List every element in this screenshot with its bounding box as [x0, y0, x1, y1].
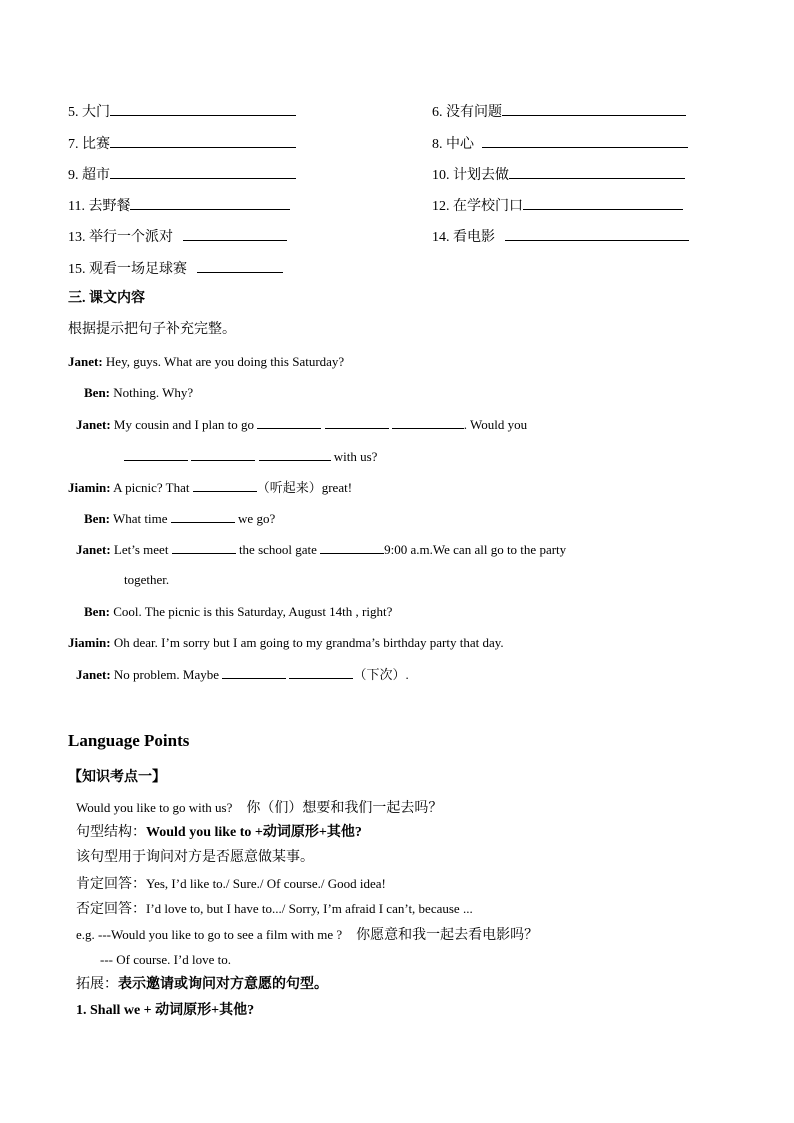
dialogue-text: Cool. The picnic is this Saturday, August 14th , right?	[113, 604, 393, 619]
structure-line	[76, 823, 362, 843]
language-points-title: Language Points	[68, 731, 190, 750]
speaker-label: Jiamin:	[68, 480, 111, 495]
answer-blank[interactable]	[197, 258, 283, 273]
vocab-number: 14.	[432, 230, 450, 245]
vocab-number: 10.	[432, 168, 450, 183]
section-instruction: 根据提示把句子补充完整。	[68, 322, 236, 337]
dialogue-text: the school gate	[238, 542, 317, 557]
dialogue-text: with us?	[333, 449, 378, 464]
example-sentence	[76, 798, 442, 819]
answer-blank[interactable]	[193, 477, 257, 492]
eg-english: e.g. ---Would you like to go to see a film with me ?	[76, 927, 343, 942]
vocab-item-7	[68, 133, 296, 155]
vocab-chinese: 去野餐	[88, 199, 131, 214]
vocab-item-11	[68, 195, 290, 217]
answer-blank[interactable]	[110, 133, 296, 148]
dialogue-text: 9:00 a.m.We can all go to the party	[384, 542, 567, 557]
answer-blank[interactable]	[172, 539, 236, 554]
vocab-item-15	[68, 258, 283, 280]
answer-blank[interactable]	[171, 508, 235, 523]
dialogue-line	[124, 446, 377, 467]
vocab-number: 13.	[68, 230, 86, 245]
vocab-chinese: 举行一个派对	[89, 230, 173, 245]
vocab-chinese: 在学校门口	[453, 199, 523, 214]
vocab-chinese: 比赛	[82, 137, 110, 152]
vocab-chinese: 超市	[82, 168, 110, 183]
vocab-number: 11.	[68, 199, 85, 214]
eg-chinese: 你愿意和我一起去看电影吗？	[356, 928, 539, 943]
pattern-1	[76, 1001, 254, 1021]
negative-answer-line	[76, 899, 473, 920]
answer-blank[interactable]	[289, 664, 353, 679]
speaker-label: Janet:	[76, 667, 111, 682]
answer-blank[interactable]	[482, 133, 688, 148]
vocab-item-12	[432, 195, 683, 217]
dialogue-line	[76, 539, 566, 560]
speaker-label: Janet:	[76, 542, 111, 557]
speaker-label: Ben:	[84, 604, 110, 619]
vocab-item-13	[68, 226, 287, 248]
vocab-number: 9.	[68, 168, 79, 183]
vocab-number: 8.	[432, 137, 443, 152]
pattern-1-english: 1. Shall we +	[76, 1003, 152, 1018]
vocab-item-10	[432, 164, 685, 186]
answer-blank[interactable]	[505, 226, 689, 241]
answer-blank[interactable]	[259, 446, 331, 461]
dialogue-line	[76, 414, 527, 435]
extension-line	[76, 975, 328, 995]
speaker-label: Janet:	[68, 354, 103, 369]
vocab-chinese: 没有问题	[446, 105, 502, 120]
dialogue-text: No problem. Maybe	[113, 667, 219, 682]
dialogue-line	[68, 352, 344, 372]
speaker-label: Janet:	[76, 417, 111, 432]
dialogue-text: . Would you	[463, 417, 528, 432]
answer-blank[interactable]	[325, 414, 389, 429]
positive-answers: Yes, I’d like to./ Sure./ Of course./ Good idea!	[146, 876, 386, 891]
structure-label: 句型结构：	[76, 825, 146, 840]
vocab-number: 12.	[432, 199, 450, 214]
answer-blank[interactable]	[183, 226, 287, 241]
answer-blank[interactable]	[392, 414, 464, 429]
dialogue-line	[124, 570, 169, 590]
dialogue-text: My cousin and I plan to go	[113, 417, 255, 432]
speaker-label: Ben:	[84, 511, 110, 526]
vocab-number: 15.	[68, 262, 86, 277]
usage-note: 该句型用于询问对方是否愿意做某事。	[76, 850, 314, 865]
speaker-label: Jiamin:	[68, 635, 111, 650]
dialogue-text: we go?	[238, 511, 276, 526]
negative-label: 否定回答：	[76, 902, 146, 917]
answer-blank[interactable]	[523, 195, 683, 210]
vocab-item-5	[68, 101, 296, 123]
vocab-chinese: 中心	[446, 137, 474, 152]
answer-blank[interactable]	[320, 539, 384, 554]
answer-blank[interactable]	[130, 195, 290, 210]
vocab-number: 7.	[68, 137, 79, 152]
vocab-chinese: 大门	[82, 105, 110, 120]
dialogue-text: Let’s meet	[113, 542, 169, 557]
extension-text: 表示邀请或询问对方意愿的句型。	[118, 977, 328, 992]
vocab-item-8	[432, 133, 688, 155]
vocab-number: 5.	[68, 105, 79, 120]
vocab-chinese: 计划去做	[453, 168, 509, 183]
example-english: Would you like to go with us?	[76, 800, 233, 815]
answer-blank[interactable]	[502, 101, 686, 116]
example-chinese: 你（们）想要和我们一起去吗？	[246, 801, 443, 816]
example-answer-line: --- Of course. I’d love to.	[100, 952, 232, 967]
dialogue-line	[76, 664, 409, 685]
dialogue-line	[84, 508, 275, 529]
answer-blank[interactable]	[509, 164, 685, 179]
dialogue-text: Oh dear. I’m sorry but I am going to my grandma’s birthday party that day.	[113, 635, 504, 650]
dialogue-line	[68, 477, 352, 498]
vocab-chinese: 观看一场足球赛	[89, 262, 187, 277]
structure-pattern: Would you like to +动词原形+其他?	[146, 825, 362, 840]
dialogue-text: What time	[113, 511, 168, 526]
positive-label: 肯定回答：	[76, 877, 146, 892]
answer-blank[interactable]	[110, 101, 296, 116]
speaker-label: Ben:	[84, 385, 110, 400]
negative-answers: I’d love to, but I have to.../ Sorry, I’m afraid I can’t, because ...	[146, 901, 473, 916]
dialogue-line	[84, 383, 193, 403]
extension-label: 拓展：	[76, 977, 118, 992]
vocab-item-9	[68, 164, 296, 186]
dialogue-line	[68, 633, 504, 653]
pattern-1-chinese: 动词原形+其他?	[155, 1003, 255, 1018]
answer-blank[interactable]	[257, 414, 321, 429]
dialogue-text: A picnic? That	[113, 480, 190, 495]
answer-blank[interactable]	[124, 446, 188, 461]
answer-blank[interactable]	[110, 164, 296, 179]
dialogue-text: （下次）.	[353, 667, 409, 682]
knowledge-point-heading: 【知识考点一】	[68, 770, 166, 785]
dialogue-text: Nothing. Why?	[113, 385, 194, 400]
example-dialogue-line	[76, 925, 538, 946]
answer-blank[interactable]	[191, 446, 255, 461]
section-title: 三. 课文内容	[68, 291, 145, 306]
dialogue-line	[84, 602, 392, 622]
vocab-item-6	[432, 101, 686, 123]
positive-answer-line	[76, 874, 386, 895]
dialogue-text: （听起来）great!	[256, 480, 353, 495]
answer-blank[interactable]	[222, 664, 286, 679]
dialogue-text: Hey, guys. What are you doing this Saturday?	[105, 354, 345, 369]
dialogue-text: together.	[124, 572, 170, 587]
vocab-item-14	[432, 226, 689, 248]
vocab-number: 6.	[432, 105, 443, 120]
vocab-chinese: 看电影	[453, 230, 495, 245]
